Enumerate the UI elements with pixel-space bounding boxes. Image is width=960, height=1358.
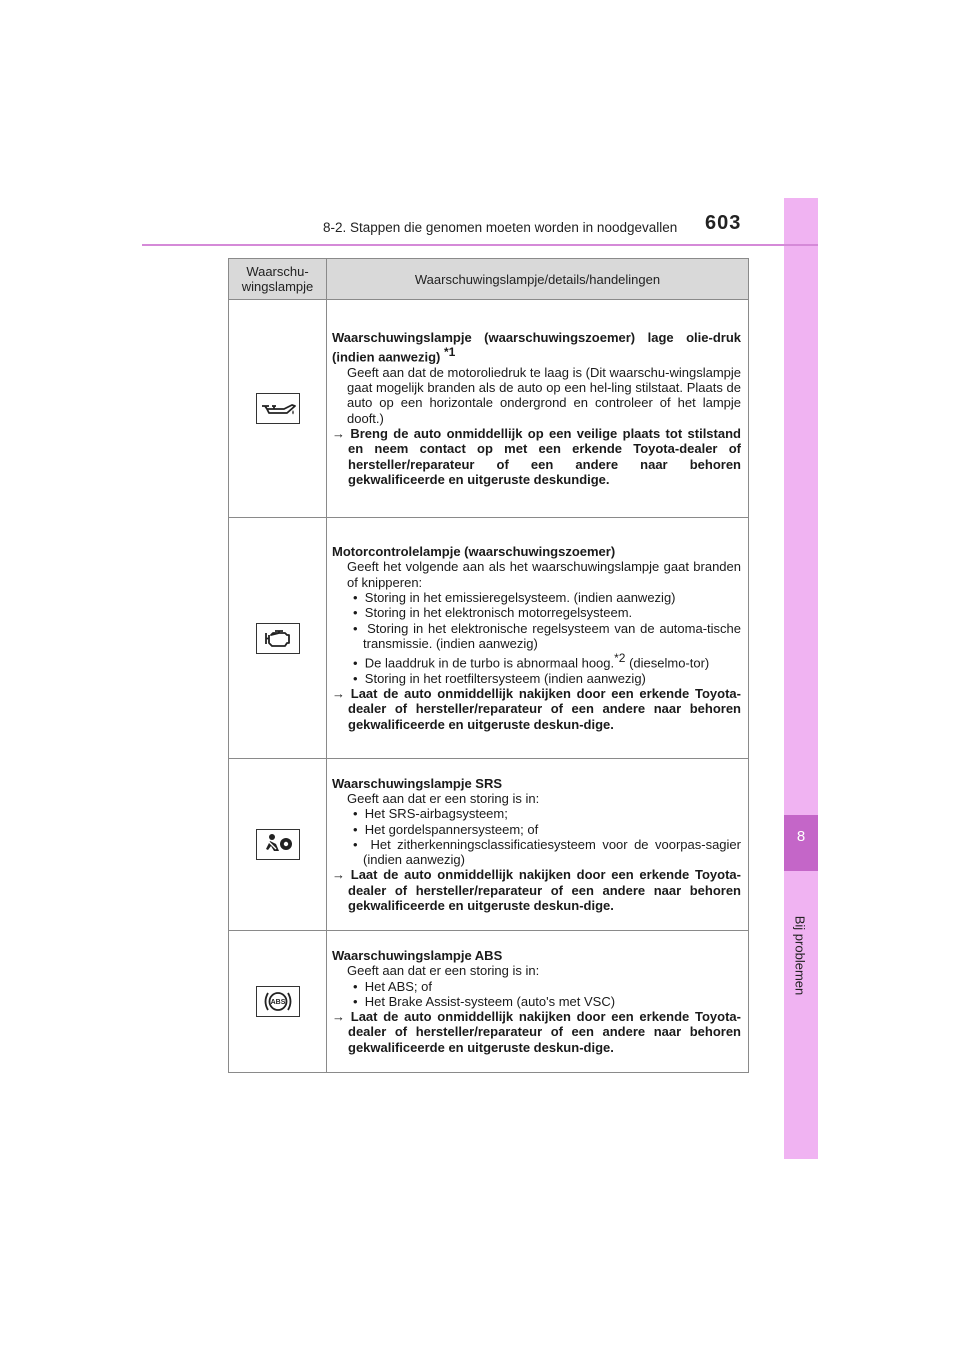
srs-airbag-icon <box>256 829 300 860</box>
action-arrow: → <box>332 867 345 883</box>
footnote-marker: *2 <box>614 651 626 666</box>
lamp-title: Waarschuwingslampje ABS <box>332 947 503 963</box>
abs-icon <box>256 986 300 1017</box>
action-arrow: → <box>332 686 345 702</box>
list-item <box>332 671 741 686</box>
column-header-lamp <box>229 259 327 300</box>
bullet: • <box>353 589 358 605</box>
lamp-explanation: Geeft het volgende aan als het waarschuwingslampje gaat branden of knipperen: <box>347 559 741 590</box>
column-header-lamp-text: Waarschu- wingslampje <box>241 264 314 294</box>
list-item-text: Het gordelspannersysteem; of <box>364 821 539 837</box>
bullet: • <box>353 670 358 686</box>
lamp-title-text: Waarschuwingslampje (waarschuwingszoemer) lage olie-druk (indien aanwezig) <box>332 329 741 365</box>
list-item-text: Het ABS; of <box>364 978 432 994</box>
list-item-text: Het SRS-airbagsysteem; <box>364 806 508 822</box>
bullet: • <box>353 978 358 994</box>
list-item-text: Het zitherkenningsclassificatiesysteem voor de voorpas-sagier (indien aanwezig) <box>363 836 741 868</box>
list-item-text: Storing in het elektronisch motorregelsysteem. <box>364 605 633 621</box>
list-item-text: De laaddruk in de turbo is abnormaal hoog. <box>364 655 615 671</box>
lamp-action <box>332 867 741 913</box>
lamp-description <box>327 300 749 518</box>
list-item <box>332 979 741 994</box>
footnote-marker: *1 <box>443 345 456 360</box>
lamp-title: Motorcontrolelampje (waarschuwingszoemer) <box>332 544 616 560</box>
table-row <box>229 759 749 931</box>
lamp-description <box>327 931 749 1073</box>
lamp-title <box>332 330 741 365</box>
lamp-title: Waarschuwingslampje SRS <box>332 775 503 791</box>
column-header-details: Waarschuwingslampje/details/handelingen <box>327 259 749 300</box>
warning-lights-table <box>228 258 749 1073</box>
lamp-action <box>332 1009 741 1055</box>
section-title: 8-2. Stappen die genomen moeten worden in noodgevallen <box>323 220 678 235</box>
list-item <box>332 806 741 821</box>
oil-pressure-icon <box>256 393 300 424</box>
table-row <box>229 300 749 518</box>
list-item-text: Storing in het emissieregelsysteem. (indien aanwezig) <box>364 589 676 605</box>
lamp-cell <box>229 300 327 518</box>
lamp-cell <box>229 931 327 1073</box>
chapter-label <box>780 890 820 1020</box>
lamp-cell <box>229 518 327 759</box>
list-item <box>332 651 741 671</box>
action-text: Laat de auto onmiddellijk nakijken door een erkende Toyota-dealer of hersteller/reparateur of een andere naar behoren gekwalificeerde en uitgeruste deskun-dige. <box>348 686 741 732</box>
lamp-description <box>327 518 749 759</box>
action-text: Laat de auto onmiddellijk nakijken door een erkende Toyota-dealer of hersteller/reparateur of een andere naar behoren gekwalificeerde en uitgeruste deskun-dige. <box>348 867 741 914</box>
bullet: • <box>353 605 358 621</box>
list-item <box>332 822 741 837</box>
list-item-text: Storing in het elektronische regelsysteem van de automa-tische transmissie. (indien aanwezig) <box>363 620 741 651</box>
lamp-explanation: Geeft aan dat er een storing is in: <box>347 790 540 806</box>
lamp-description <box>327 759 749 931</box>
bullet: • <box>353 806 358 822</box>
table-row <box>229 518 749 759</box>
action-text: Breng de auto onmiddellijk op een veilige plaats tot stilstand en neem contact op met een erkende Toyota-dealer of hersteller/reparateur of een andere naar behoren gekwalificeerde en uitgeruste deskundige. <box>348 425 741 487</box>
list-item-text: Het Brake Assist-systeem (auto's met VSC) <box>364 993 616 1009</box>
list-item <box>332 590 741 605</box>
action-arrow: → <box>332 425 345 441</box>
action-arrow: → <box>332 1009 345 1025</box>
check-engine-icon <box>256 623 300 654</box>
lamp-explanation: Geeft aan dat er een storing is in: <box>347 963 540 979</box>
page-number: 603 <box>705 212 742 234</box>
abs-icon-label: ABS <box>270 999 285 1006</box>
list-item <box>332 994 741 1009</box>
list-item <box>332 837 741 868</box>
bullet: • <box>353 993 358 1009</box>
bullet: • <box>353 655 358 671</box>
chapter-number: 8 <box>796 828 806 845</box>
list-item-text: (dieselmo-tor) <box>625 655 710 671</box>
table-row <box>229 931 749 1073</box>
table-header-row <box>229 259 749 300</box>
lamp-explanation: Geeft aan dat de motoroliedruk te laag is (Dit waarschu-wingslampje gaat mogelijk branden als de auto op een hel-ling stilstaat. Plaats de auto op een horizontale ondergrond en controleer of het lampje dooft.) <box>347 364 741 426</box>
list-item-text: Storing in het roetfiltersysteem (indien aanwezig) <box>364 670 646 686</box>
action-text: Laat de auto onmiddellijk nakijken door een erkende Toyota-dealer of hersteller/reparateur of een andere naar behoren gekwalificeerde en uitgeruste deskun-dige. <box>348 1009 741 1055</box>
bullet: • <box>353 821 358 837</box>
bullet: • <box>353 620 358 636</box>
lamp-cell <box>229 759 327 931</box>
lamp-action <box>332 426 741 487</box>
list-item <box>332 621 741 652</box>
chapter-label-text: Bij problemen <box>792 915 808 995</box>
header-divider <box>142 244 818 246</box>
list-item <box>332 605 741 620</box>
lamp-action <box>332 686 741 732</box>
bullet: • <box>353 836 358 852</box>
